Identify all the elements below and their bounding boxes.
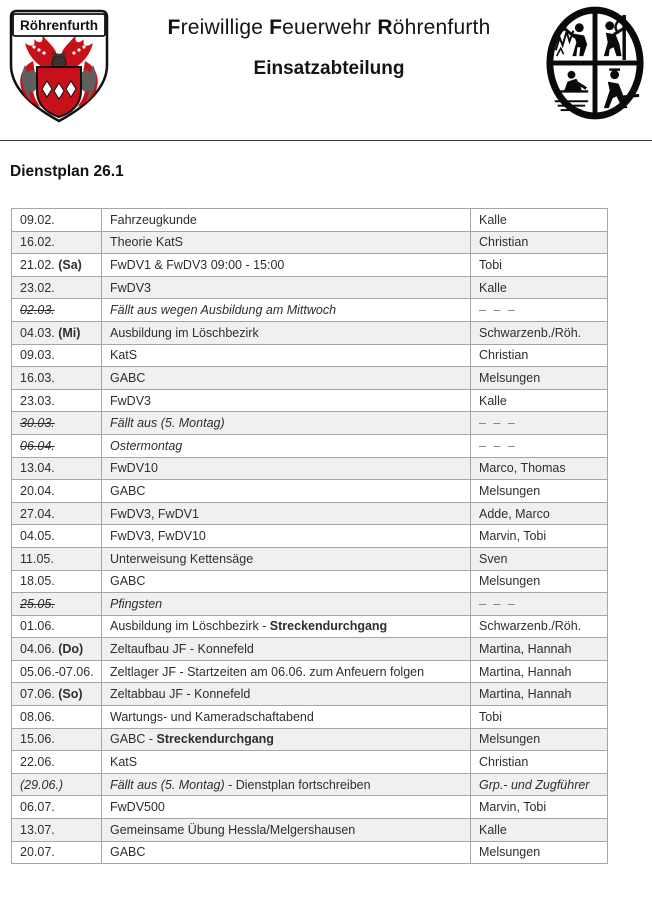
text-segment: FwDV3 (110, 280, 151, 295)
page-title: Dienstplan 26.1 (10, 163, 124, 180)
firefighter-emblem-icon (544, 4, 646, 122)
table-row (12, 276, 608, 299)
text-segment: Christian (479, 235, 529, 250)
text-segment: 06.04. (20, 438, 55, 453)
table-row (12, 819, 608, 842)
text-segment: Streckendurchgang (269, 619, 388, 634)
text-segment: Kalle (479, 393, 507, 408)
date-cell (12, 751, 102, 774)
activity-cell (102, 254, 471, 277)
text-segment: Melsungen (479, 732, 541, 747)
person-cell (471, 615, 608, 638)
activity-cell (102, 209, 471, 232)
text-segment: – – – (479, 596, 517, 611)
text-segment: FwDV10 (110, 461, 158, 476)
activity-cell (102, 276, 471, 299)
text-segment: 16.02. (20, 235, 55, 250)
table-row (12, 751, 608, 774)
text-segment: FwDV1 & FwDV3 09:00 - 15:00 (110, 257, 285, 272)
text-segment: FwDV500 (110, 800, 165, 815)
text-segment: FwDV3 (110, 393, 151, 408)
text-segment: 04.03. (20, 325, 59, 340)
table-row (12, 502, 608, 525)
date-cell (12, 502, 102, 525)
text-segment: 09.02. (20, 212, 55, 227)
table-row (12, 389, 608, 412)
text-segment: Grp.- und Zugführer (479, 777, 590, 792)
person-cell (471, 502, 608, 525)
text-segment: 09.03. (20, 348, 55, 363)
text-segment: (29.06.) (20, 777, 64, 792)
person-cell (471, 480, 608, 503)
text-segment: Ostermontag (110, 438, 183, 453)
date-cell (12, 209, 102, 232)
date-cell (12, 254, 102, 277)
activity-cell (102, 615, 471, 638)
activity-cell (102, 299, 471, 322)
text-segment: R (377, 16, 393, 39)
person-cell (471, 660, 608, 683)
person-cell (471, 819, 608, 842)
person-cell (471, 728, 608, 751)
date-cell (12, 570, 102, 593)
text-segment: Theorie KatS (110, 235, 183, 250)
activity-cell (102, 796, 471, 819)
date-cell (12, 231, 102, 254)
text-segment: Melsungen (479, 574, 541, 589)
text-segment: Adde, Marco (479, 506, 550, 521)
text-segment: Melsungen (479, 483, 541, 498)
person-cell (471, 367, 608, 390)
text-segment: Kalle (479, 280, 507, 295)
text-segment: 25.05. (20, 596, 55, 611)
header-titles (118, 16, 540, 80)
text-segment: 22.06. (20, 755, 55, 770)
person-cell (471, 751, 608, 774)
activity-cell (102, 593, 471, 616)
text-segment: F (167, 16, 181, 39)
schedule-table (11, 208, 608, 864)
text-segment: Streckendurchgang (156, 732, 274, 747)
text-segment: – – – (479, 416, 517, 431)
date-cell (12, 299, 102, 322)
text-segment: Marco, Thomas (479, 461, 566, 476)
activity-cell (102, 367, 471, 390)
activity-cell (102, 819, 471, 842)
text-segment: Gemeinsame Übung Hessla/Melgershausen (110, 822, 356, 837)
text-segment: 08.06. (20, 709, 55, 724)
text-segment: 02.03. (20, 303, 55, 318)
activity-cell (102, 502, 471, 525)
text-segment: Wartungs- und Kameradschaftabend (110, 709, 314, 724)
text-segment: 11.05. (20, 551, 54, 566)
text-segment: GABC (110, 370, 146, 385)
table-row (12, 706, 608, 729)
text-segment: Marvin, Tobi (479, 800, 547, 815)
table-row (12, 525, 608, 548)
text-segment: 16.03. (20, 370, 55, 385)
date-cell (12, 276, 102, 299)
person-cell (471, 547, 608, 570)
activity-cell (102, 706, 471, 729)
text-segment: 13.07. (20, 822, 55, 837)
person-cell (471, 231, 608, 254)
text-segment: Zeltaufbau JF - Konnefeld (110, 642, 254, 657)
date-cell (12, 389, 102, 412)
person-cell (471, 276, 608, 299)
text-segment: Christian (479, 755, 529, 770)
text-segment: F (269, 16, 283, 39)
text-segment: 15.06. (20, 732, 55, 747)
text-segment: 01.06. (20, 619, 55, 634)
person-cell (471, 321, 608, 344)
text-segment: Ausbildung im Löschbezirk - (110, 619, 270, 634)
text-segment: Ausbildung im Löschbezirk (110, 325, 259, 340)
date-cell (12, 412, 102, 435)
text-segment: 05.06.-07.06. (20, 664, 94, 679)
text-segment: GABC (110, 845, 146, 860)
table-row (12, 209, 608, 232)
table-row (12, 299, 608, 322)
activity-cell (102, 389, 471, 412)
date-cell (12, 525, 102, 548)
text-segment: Fällt aus wegen Ausbildung am Mittwoch (110, 303, 337, 318)
text-segment: 20.04. (20, 483, 55, 498)
text-segment: Martina, Hannah (479, 687, 572, 702)
table-row (12, 570, 608, 593)
text-segment: Tobi (479, 709, 502, 724)
text-segment: 23.02. (20, 280, 55, 295)
person-cell (471, 683, 608, 706)
text-segment: FwDV3, FwDV1 (110, 506, 199, 521)
text-segment: Melsungen (479, 845, 541, 860)
date-cell (12, 434, 102, 457)
date-cell (12, 841, 102, 864)
text-segment: KatS (110, 348, 138, 363)
text-segment: Fällt aus (5. Montag) (110, 416, 225, 431)
person-cell (471, 638, 608, 661)
text-segment: Zeltlager JF - Startzeiten am 06.06. zum Anfeuern folgen (110, 664, 425, 679)
person-cell (471, 344, 608, 367)
activity-cell (102, 321, 471, 344)
text-segment: FwDV3, FwDV10 (110, 529, 206, 544)
text-segment: Sven (479, 551, 508, 566)
text-segment: GABC - (110, 732, 157, 747)
table-row (12, 412, 608, 435)
table-row (12, 683, 608, 706)
date-cell (12, 547, 102, 570)
text-segment: (So) (58, 687, 83, 702)
activity-cell (102, 412, 471, 435)
date-cell (12, 615, 102, 638)
person-cell (471, 593, 608, 616)
text-segment: – – – (479, 438, 517, 453)
table-row (12, 660, 608, 683)
person-cell (471, 841, 608, 864)
text-segment: (Mi) (58, 325, 81, 340)
person-cell (471, 570, 608, 593)
person-cell (471, 525, 608, 548)
activity-cell (102, 547, 471, 570)
text-segment: Unterweisung Kettensäge (110, 551, 254, 566)
table-row (12, 480, 608, 503)
text-segment: Schwarzenb./Röh. (479, 325, 582, 340)
text-segment: Kalle (479, 212, 507, 227)
table-row (12, 796, 608, 819)
text-segment: Melsungen (479, 370, 541, 385)
text-segment: 13.04. (20, 461, 55, 476)
date-cell (12, 728, 102, 751)
table-row (12, 638, 608, 661)
activity-cell (102, 841, 471, 864)
text-segment: KatS (110, 755, 138, 770)
text-segment: Tobi (479, 257, 502, 272)
date-cell (12, 706, 102, 729)
date-cell (12, 660, 102, 683)
department-subtitle: Einsatzabteilung (253, 58, 405, 79)
activity-cell (102, 660, 471, 683)
text-segment: – – – (479, 303, 517, 318)
text-segment: (Do) (58, 642, 84, 657)
table-row (12, 231, 608, 254)
text-segment: Kalle (479, 822, 507, 837)
text-segment: öhrenfurth (392, 16, 491, 39)
text-segment: 21.02. (20, 257, 59, 272)
text-segment: - Dienstplan fortschreiben (224, 777, 371, 792)
text-segment: Pfingsten (110, 596, 163, 611)
text-segment: euerwehr (282, 16, 378, 39)
activity-cell (102, 344, 471, 367)
table-row (12, 728, 608, 751)
table-row (12, 615, 608, 638)
person-cell (471, 299, 608, 322)
text-segment: GABC (110, 483, 146, 498)
activity-cell (102, 638, 471, 661)
crest-banner-label: Röhrenfurth (20, 18, 98, 33)
date-cell (12, 480, 102, 503)
table-row (12, 434, 608, 457)
person-cell (471, 254, 608, 277)
date-cell (12, 638, 102, 661)
person-cell (471, 457, 608, 480)
text-segment: Martina, Hannah (479, 664, 572, 679)
text-segment: Christian (479, 348, 529, 363)
table-row (12, 773, 608, 796)
date-cell (12, 367, 102, 390)
activity-cell (102, 457, 471, 480)
activity-cell (102, 525, 471, 548)
date-cell (12, 344, 102, 367)
schedule-body (12, 209, 608, 864)
date-cell (12, 593, 102, 616)
text-segment: 30.03. (20, 416, 55, 431)
text-segment: 04.05. (20, 529, 55, 544)
text-segment: 20.07. (20, 845, 55, 860)
activity-cell (102, 683, 471, 706)
table-row (12, 321, 608, 344)
date-cell (12, 773, 102, 796)
date-cell (12, 796, 102, 819)
table-row (12, 367, 608, 390)
activity-cell (102, 231, 471, 254)
person-cell (471, 412, 608, 435)
text-segment: GABC (110, 574, 146, 589)
page-header (0, 0, 652, 141)
table-row (12, 254, 608, 277)
text-segment: 23.03. (20, 393, 55, 408)
org-title (118, 16, 540, 40)
text-segment: Fällt aus (5. Montag) (110, 777, 225, 792)
text-segment: Martina, Hannah (479, 642, 572, 657)
person-cell (471, 434, 608, 457)
text-segment: Fahrzeugkunde (110, 212, 197, 227)
text-segment: 06.07. (20, 800, 55, 815)
activity-cell (102, 480, 471, 503)
date-cell (12, 683, 102, 706)
text-segment: 18.05. (20, 574, 55, 589)
text-segment: Schwarzenb./Röh. (479, 619, 582, 634)
text-segment: 07.06. (20, 687, 59, 702)
activity-cell (102, 751, 471, 774)
text-segment: (Sa) (58, 257, 82, 272)
text-segment: Marvin, Tobi (479, 529, 547, 544)
text-segment: 04.06. (20, 642, 59, 657)
roehrenfurth-crest-icon (5, 7, 113, 125)
table-row (12, 593, 608, 616)
activity-cell (102, 773, 471, 796)
person-cell (471, 773, 608, 796)
activity-cell (102, 570, 471, 593)
table-row (12, 841, 608, 864)
person-cell (471, 796, 608, 819)
text-segment: Zeltabbau JF - Konnefeld (110, 687, 251, 702)
activity-cell (102, 434, 471, 457)
date-cell (12, 457, 102, 480)
person-cell (471, 389, 608, 412)
table-row (12, 547, 608, 570)
person-cell (471, 209, 608, 232)
table-row (12, 457, 608, 480)
activity-cell (102, 728, 471, 751)
text-segment: reiwillige (180, 16, 270, 39)
person-cell (471, 706, 608, 729)
date-cell (12, 321, 102, 344)
table-row (12, 344, 608, 367)
text-segment: 27.04. (20, 506, 55, 521)
date-cell (12, 819, 102, 842)
